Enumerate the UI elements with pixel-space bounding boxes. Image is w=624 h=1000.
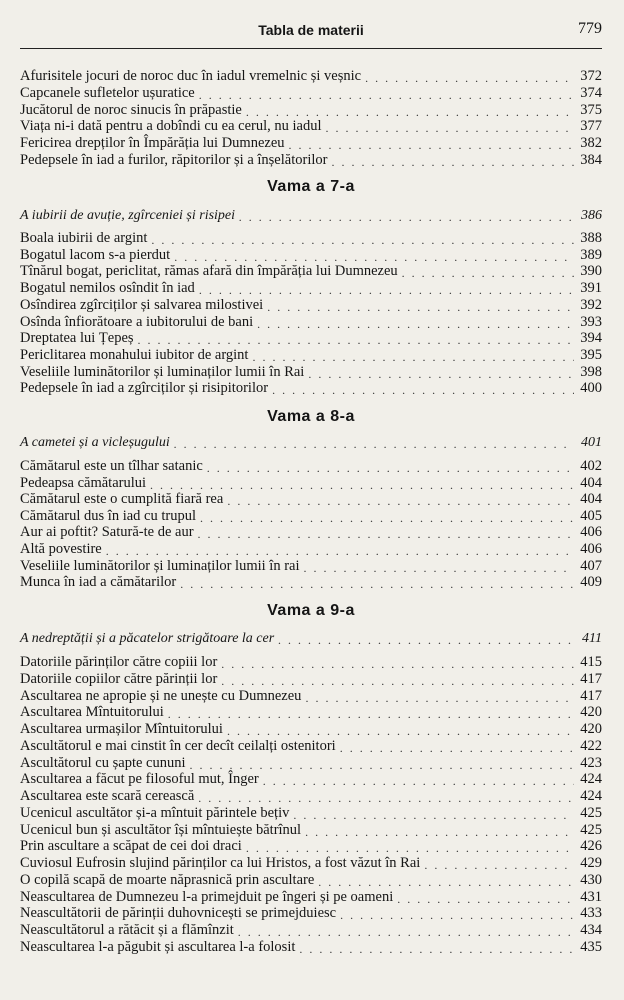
dot-leader bbox=[151, 234, 574, 247]
dot-leader bbox=[305, 692, 574, 705]
toc-entry-page: 388 bbox=[580, 230, 602, 246]
toc-entry-title: Osînda înfiorătoare a iubitorului de bani bbox=[20, 313, 254, 330]
toc-entry-page: 431 bbox=[580, 888, 602, 905]
toc-entry-title: Periclitarea monahului iubitor de argint bbox=[20, 346, 249, 363]
toc-entry-title: Dreptatea lui Țepeș bbox=[20, 330, 134, 347]
section-heading: Vama a 8-a bbox=[267, 408, 355, 425]
toc-entry-page: 375 bbox=[580, 101, 602, 118]
toc-entry-title: Pedepsele în iad a zgîrciților și risipitorilor bbox=[20, 380, 269, 397]
toc-entry-page: 429 bbox=[580, 855, 602, 871]
toc-entry-page: 417 bbox=[580, 687, 602, 704]
toc-entry-title: Cămătarul este o cumplită fiară rea bbox=[20, 491, 224, 508]
toc-entry-page: 391 bbox=[580, 280, 602, 297]
toc-entry-title: Aur ai poftit? Satură-te de aur bbox=[20, 524, 194, 541]
dot-leader bbox=[238, 926, 574, 939]
toc-entry-page: 424 bbox=[580, 771, 602, 788]
toc-entry-title: Datoriile părinților către copiii lor bbox=[20, 654, 218, 670]
dot-leader bbox=[198, 528, 574, 541]
toc-entry-title: Fericirea drepților în Împărăția lui Dumnezeu bbox=[20, 135, 285, 152]
toc-entry bbox=[20, 347, 602, 364]
toc-entry bbox=[20, 508, 602, 525]
dot-leader bbox=[246, 106, 574, 119]
dot-leader bbox=[199, 284, 574, 297]
toc-entry-title: Ascultarea a făcut pe filosoful mut, Înger bbox=[20, 771, 259, 788]
toc-entry-page: 435 bbox=[580, 938, 602, 955]
toc-entry-page: 433 bbox=[580, 905, 602, 922]
toc-entry-page: 424 bbox=[580, 788, 602, 804]
toc-entry-title: Pedeapsa cămătarului bbox=[20, 474, 147, 491]
toc-entry-title: A nedreptății și a păcatelor strigătoare la cer bbox=[20, 631, 275, 646]
toc-entry-title: Ascultarea urmașilor Mîntuitorului bbox=[20, 721, 223, 737]
toc-entry bbox=[20, 135, 602, 152]
toc-entry-title: Altă povestire bbox=[20, 541, 102, 557]
toc-entry-page: 400 bbox=[580, 380, 602, 397]
toc-entry-page: 389 bbox=[580, 246, 602, 263]
toc-entry-title: Capcanele sufletelor ușuratice bbox=[20, 84, 195, 101]
dot-leader bbox=[318, 876, 574, 889]
toc-entry-title: Tînărul bogat, periclitat, rămas afară din împărăția lui Dumnezeu bbox=[20, 263, 398, 280]
section-heading: Vama a 7-a bbox=[267, 178, 355, 195]
toc-entry-page: 406 bbox=[580, 524, 602, 541]
dot-leader bbox=[305, 826, 574, 839]
toc-entry bbox=[20, 102, 602, 119]
toc-entry-page: 372 bbox=[580, 68, 602, 84]
toc-section-subtitle bbox=[20, 434, 602, 451]
toc-entry-page: 409 bbox=[580, 574, 602, 591]
toc-entry bbox=[20, 297, 602, 314]
dot-leader bbox=[246, 842, 574, 855]
toc-section-subtitle bbox=[20, 630, 602, 647]
toc-entry bbox=[20, 118, 602, 135]
toc-entry-title: Neascultarea de Dumnezeu l-a primejduit pe îngeri și pe oameni bbox=[20, 888, 394, 905]
toc-entry bbox=[20, 855, 602, 872]
dot-leader bbox=[326, 122, 574, 135]
dot-leader bbox=[106, 545, 574, 558]
toc-entry-page: 401 bbox=[581, 435, 602, 450]
toc-entry-title: A iubirii de avuție, zgîrceniei și risipei bbox=[20, 208, 236, 223]
dot-leader bbox=[331, 156, 574, 169]
dot-leader bbox=[340, 909, 574, 922]
toc-entry bbox=[20, 541, 602, 558]
toc-entry-title: Neascultătorul a rătăcit și a flămînzit bbox=[20, 922, 234, 938]
toc-entry-title: Ucenicul bun și ascultător își mîntuiește bătrînul bbox=[20, 821, 302, 838]
toc-entry bbox=[20, 68, 602, 85]
toc-entry-page: 377 bbox=[580, 118, 602, 135]
dot-leader bbox=[278, 634, 574, 647]
toc-entry-page: 411 bbox=[582, 631, 602, 646]
toc-entry-page: 430 bbox=[580, 871, 602, 888]
toc-entry-page: 405 bbox=[580, 507, 602, 524]
toc-entry-title: Datoriile copiilor către părinții lor bbox=[20, 670, 218, 687]
toc-entry-title: Veseliile luminătorilor și luminaților lumii în rai bbox=[20, 557, 300, 574]
dot-leader bbox=[299, 943, 574, 956]
dot-leader bbox=[402, 267, 574, 280]
header-title: Tabla de materii bbox=[258, 22, 364, 38]
toc-entry bbox=[20, 314, 602, 331]
toc-entry bbox=[20, 805, 602, 822]
dot-leader bbox=[180, 578, 574, 591]
toc-entry bbox=[20, 524, 602, 541]
toc-entry bbox=[20, 738, 602, 755]
toc-entry bbox=[20, 671, 602, 688]
toc-entry-page: 394 bbox=[580, 330, 602, 347]
toc-entry-page: 423 bbox=[580, 754, 602, 771]
toc-entry bbox=[20, 822, 602, 839]
dot-leader bbox=[200, 512, 574, 525]
toc-entry bbox=[20, 558, 602, 575]
toc-entry-title: Boala iubirii de argint bbox=[20, 230, 148, 246]
toc-entry bbox=[20, 280, 602, 297]
toc-entry-title: Afurisitele jocuri de noroc duc în iadul vremelnic și veșnic bbox=[20, 68, 362, 84]
toc-entry-title: Bogatul nemilos osîndit în iad bbox=[20, 280, 195, 297]
toc-entry-page: 420 bbox=[580, 721, 602, 737]
dot-leader bbox=[150, 479, 574, 492]
toc-entry-title: Pedepsele în iad a furilor, răpitorilor și a înșelătorilor bbox=[20, 152, 328, 168]
toc-entry-page: 426 bbox=[580, 838, 602, 855]
dot-leader bbox=[267, 301, 574, 314]
dot-leader bbox=[304, 562, 575, 575]
toc-entry-title: Cuviosul Eufrosin slujind părinților ca lui Hristos, a fost văzut în Rai bbox=[20, 855, 421, 871]
toc-entry-page: 420 bbox=[580, 704, 602, 721]
toc-entry-title: Ascultarea ne apropie și ne unește cu Dumnezeu bbox=[20, 687, 302, 704]
toc-entry-title: Ascultarea Mîntuitorului bbox=[20, 704, 164, 721]
dot-leader bbox=[207, 462, 574, 475]
toc-entry-page: 434 bbox=[580, 922, 602, 938]
toc-entry bbox=[20, 704, 602, 721]
toc-entry bbox=[20, 939, 602, 956]
toc-entry-title: Neascultătorii de părinții duhovnicești se primejduiesc bbox=[20, 905, 337, 922]
dot-leader bbox=[365, 72, 574, 85]
toc-entry bbox=[20, 247, 602, 264]
toc-entry-title: Jucătorul de noroc sinucis în prăpastie bbox=[20, 101, 242, 118]
toc-entry-title: Ucenicul ascultător și-a mîntuit părintele bețiv bbox=[20, 804, 290, 821]
dot-leader bbox=[340, 742, 574, 755]
dot-leader bbox=[424, 859, 574, 872]
toc-entry bbox=[20, 152, 602, 169]
toc-entry bbox=[20, 230, 602, 247]
toc-entry-page: 390 bbox=[580, 263, 602, 280]
toc-entry-page: 417 bbox=[580, 670, 602, 687]
dot-leader bbox=[174, 251, 574, 264]
toc-entry-title: Cămătarul este un tîlhar satanic bbox=[20, 458, 203, 474]
toc-entry bbox=[20, 721, 602, 738]
toc-entry bbox=[20, 458, 602, 475]
toc-entry-title: Ascultarea este scară cerească bbox=[20, 788, 195, 804]
toc-entry-title: Bogatul lacom s-a pierdut bbox=[20, 246, 171, 263]
toc-entry bbox=[20, 688, 602, 705]
toc-entry-page: 382 bbox=[580, 135, 602, 152]
dot-leader bbox=[199, 89, 574, 102]
toc-entry-page: 392 bbox=[580, 296, 602, 313]
toc-entry-title: Prin ascultare a scăpat de cei doi draci bbox=[20, 838, 242, 855]
toc-entry bbox=[20, 872, 602, 889]
dot-leader bbox=[168, 708, 574, 721]
dot-leader bbox=[263, 775, 574, 788]
toc-entry bbox=[20, 263, 602, 280]
toc-entry bbox=[20, 788, 602, 805]
dot-leader bbox=[198, 792, 574, 805]
toc-entry-title: Cămătarul dus în iad cu trupul bbox=[20, 507, 196, 524]
toc-section-subtitle bbox=[20, 207, 602, 224]
dot-leader bbox=[272, 384, 574, 397]
dot-leader bbox=[397, 893, 574, 906]
toc-entry-page: 407 bbox=[580, 557, 602, 574]
toc-entry bbox=[20, 755, 602, 772]
dot-leader bbox=[257, 318, 574, 331]
dot-leader bbox=[227, 495, 574, 508]
toc-entry-page: 386 bbox=[581, 208, 602, 223]
toc-entry-title: Ascultătorul e mai cinstit în cer decît ceilalți ostenitori bbox=[20, 737, 336, 754]
toc-entry-page: 402 bbox=[580, 458, 602, 474]
toc-entry-page: 406 bbox=[580, 541, 602, 557]
toc-entry-page: 398 bbox=[580, 363, 602, 380]
dot-leader bbox=[252, 351, 574, 364]
toc-entry-page: 425 bbox=[580, 821, 602, 838]
toc-entry-title: Neascultarea l-a păgubit și ascultarea l-a folosit bbox=[20, 938, 296, 955]
toc-entry-title: O copilă scapă de moarte năprasnică prin ascultare bbox=[20, 871, 315, 888]
toc-entry-title: Munca în iad a cămătarilor bbox=[20, 574, 177, 591]
toc-entry-title: Osîndirea zgîrciților și salvarea milostivei bbox=[20, 296, 264, 313]
toc-entry bbox=[20, 380, 602, 397]
dot-leader bbox=[221, 658, 574, 671]
toc-entry-page: 404 bbox=[580, 491, 602, 508]
toc-entry bbox=[20, 838, 602, 855]
toc-entry-page: 374 bbox=[580, 84, 602, 101]
dot-leader bbox=[190, 759, 575, 772]
dot-leader bbox=[289, 139, 574, 152]
toc-entry-title: Ascultătorul cu șapte cununi bbox=[20, 754, 186, 771]
dot-leader bbox=[227, 725, 574, 738]
toc-entry bbox=[20, 574, 602, 591]
toc-entry bbox=[20, 85, 602, 102]
running-header bbox=[20, 14, 602, 49]
dot-leader bbox=[221, 675, 574, 688]
header-page-number: 779 bbox=[578, 20, 602, 37]
toc-entry-title: Veseliile luminătorilor și luminaților lumii în Rai bbox=[20, 363, 305, 380]
toc-entry bbox=[20, 330, 602, 347]
toc-entry-title: A cametei și a vicleșugului bbox=[20, 435, 170, 450]
toc-entry bbox=[20, 475, 602, 492]
toc-entry bbox=[20, 364, 602, 381]
toc-entry bbox=[20, 922, 602, 939]
toc-entry-page: 422 bbox=[580, 737, 602, 754]
toc-entry-page: 384 bbox=[580, 152, 602, 168]
toc-entry bbox=[20, 491, 602, 508]
toc-entry bbox=[20, 889, 602, 906]
toc-entry bbox=[20, 654, 602, 671]
dot-leader bbox=[138, 334, 574, 347]
section-heading: Vama a 9-a bbox=[267, 602, 355, 619]
dot-leader bbox=[239, 211, 574, 224]
toc-entry bbox=[20, 905, 602, 922]
toc-entry-page: 393 bbox=[580, 313, 602, 330]
toc-entry-page: 425 bbox=[580, 804, 602, 821]
toc-entry-page: 395 bbox=[580, 346, 602, 363]
dot-leader bbox=[308, 368, 574, 381]
toc-entry bbox=[20, 771, 602, 788]
dot-leader bbox=[293, 809, 574, 822]
dot-leader bbox=[174, 438, 574, 451]
toc-entry-page: 404 bbox=[580, 474, 602, 491]
toc-entry-title: Viața ni-i dată pentru a dobîndi cu ea cerul, nu iadul bbox=[20, 118, 322, 135]
toc-entry-page: 415 bbox=[580, 654, 602, 670]
